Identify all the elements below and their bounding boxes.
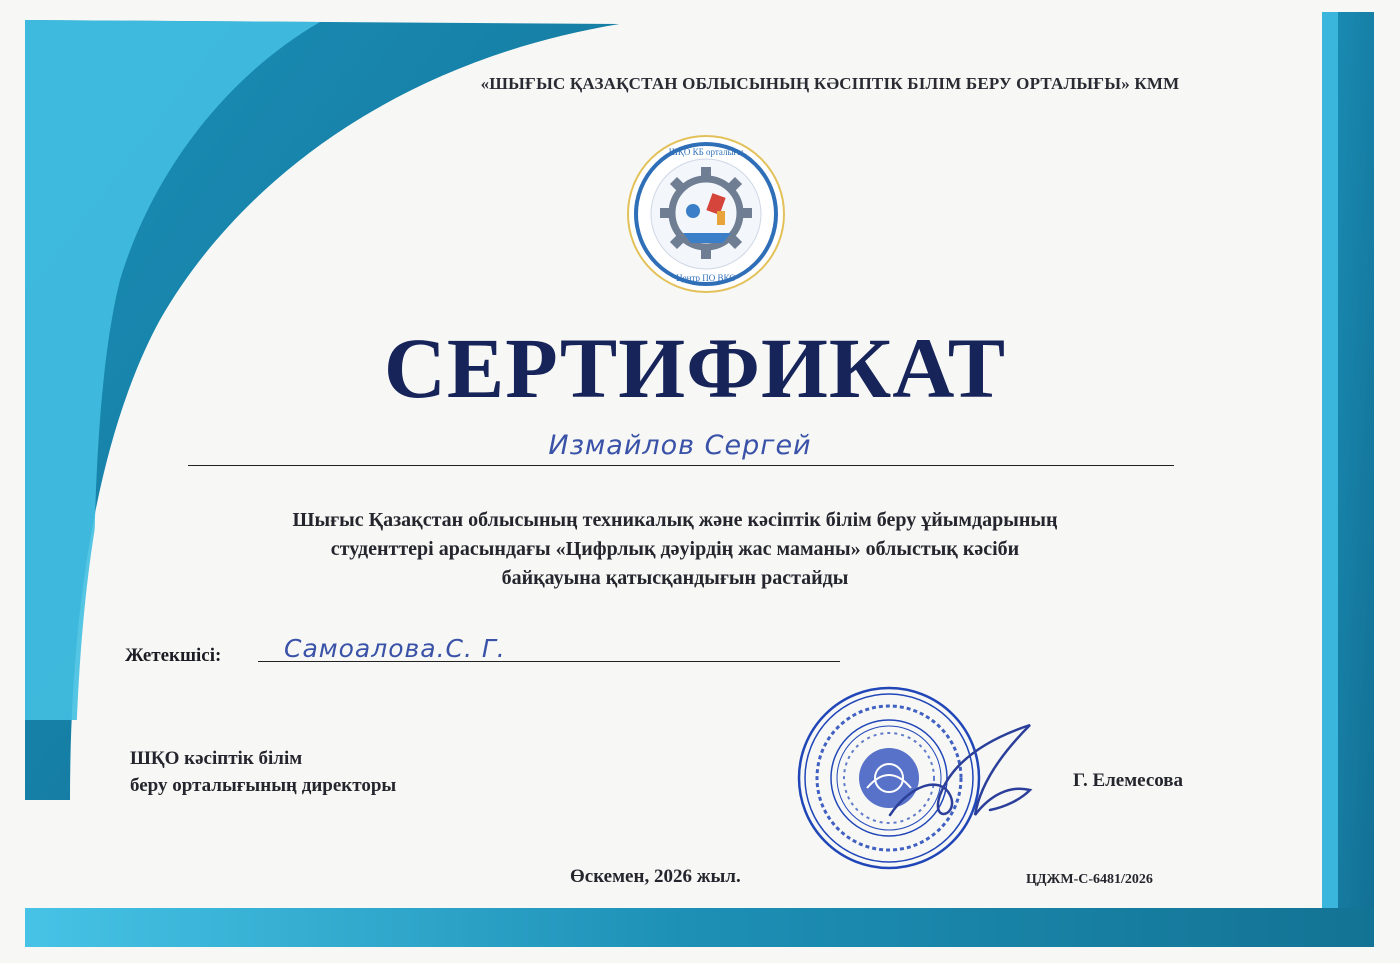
recipient-name-handwritten: Измайлов Сергей: [548, 430, 812, 461]
director-name: Г. Елемесова: [1073, 770, 1184, 791]
supervisor-underline: [258, 661, 840, 662]
director-title-line: ШҚО кәсіптік білім: [130, 748, 303, 769]
body-line: Шығыс Қазақстан облысының техникалық және кәсіптік білім беру ұйымдарының: [292, 509, 1058, 531]
place-and-year: Өскемен, 2026 жыл.: [570, 866, 741, 887]
logo-bottom-text: Центр ПО ВКО: [676, 273, 736, 283]
logo-top-text: ШҚО КБ орталығы: [668, 147, 744, 157]
director-signature: [880, 715, 1070, 835]
certificate-number: ЦДЖМ-С-6481/2026: [1026, 872, 1153, 887]
supervisor-name-handwritten: Самоалова.С. Г.: [284, 634, 506, 663]
body-line: байқауына қатысқандығын растайды: [501, 567, 849, 589]
certificate-heading: СЕРТИФИКАТ: [383, 320, 1007, 416]
organization-logo: [625, 133, 787, 295]
organization-header: «ШЫҒЫС ҚАЗАҚСТАН ОБЛЫСЫНЫҢ КӘСІПТІК БІЛІМ БЕРУ ОРТАЛЫҒЫ» КММ: [480, 74, 1180, 93]
supervisor-label: Жетекшісі:: [125, 645, 222, 666]
certificate-body-text: [150, 506, 1200, 593]
director-title-line: беру орталығының директоры: [130, 775, 397, 796]
body-line: студенттері арасындағы «Цифрлық дәуірдің жас маманы» облыстық кәсіби: [330, 538, 1020, 560]
recipient-name-underline: [188, 465, 1174, 466]
bottom-frame-band: [25, 908, 1374, 947]
director-title: [130, 745, 396, 799]
